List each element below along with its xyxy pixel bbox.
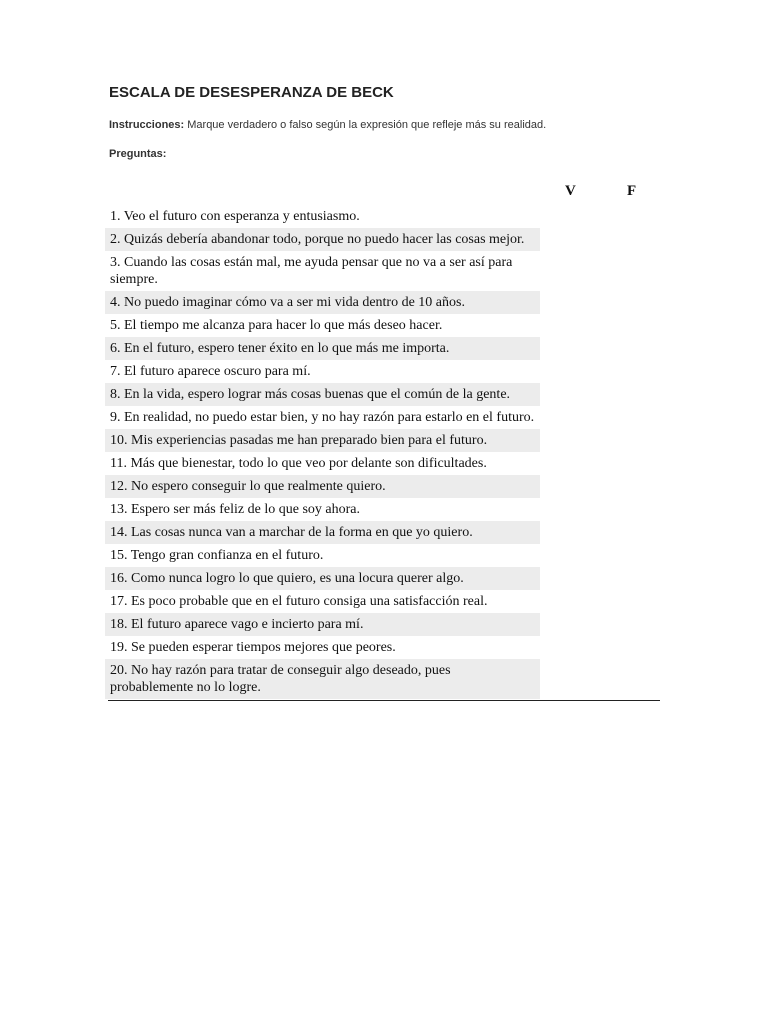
- answer-cell-v[interactable]: [540, 498, 600, 521]
- table-row: [105, 567, 660, 590]
- answer-cell-v[interactable]: [540, 452, 600, 475]
- answer-cell-f[interactable]: [600, 314, 660, 337]
- table-row: [105, 337, 660, 360]
- answer-cell-v[interactable]: [540, 360, 600, 383]
- table-row: [105, 360, 660, 383]
- table-row: [105, 314, 660, 337]
- question-text: 14. Las cosas nunca van a marchar de la forma en que yo quiero.: [105, 521, 540, 544]
- answer-cell-v[interactable]: [540, 544, 600, 567]
- answer-cell-v[interactable]: [540, 659, 600, 699]
- answer-cell-v[interactable]: [540, 205, 600, 228]
- answer-cell-f[interactable]: [600, 228, 660, 251]
- question-text: 18. El futuro aparece vago e incierto para mí.: [105, 613, 540, 636]
- table-row: [105, 498, 660, 521]
- table-row: [105, 636, 660, 659]
- answer-cell-f[interactable]: [600, 205, 660, 228]
- table-row: [105, 475, 660, 498]
- question-text: 7. El futuro aparece oscuro para mí.: [110, 364, 311, 379]
- answer-cell-v[interactable]: [540, 383, 600, 406]
- question-text: 12. No espero conseguir lo que realmente quiero.: [105, 475, 540, 498]
- answer-cell-v[interactable]: [540, 337, 600, 360]
- questions-table: [105, 205, 660, 699]
- question-text: 11. Más que bienestar, todo lo que veo por delante son dificultades.: [110, 456, 487, 471]
- answer-cell-f[interactable]: [600, 360, 660, 383]
- answer-cell-f[interactable]: [600, 544, 660, 567]
- table-bottom-border: [108, 700, 660, 701]
- column-header-f: F: [627, 183, 637, 199]
- answer-cell-f[interactable]: [600, 291, 660, 314]
- question-text: 19. Se pueden esperar tiempos mejores que peores.: [110, 640, 396, 655]
- answer-cell-v[interactable]: [540, 590, 600, 613]
- instructions-label: Instrucciones:: [109, 119, 185, 131]
- question-text: 16. Como nunca logro lo que quiero, es una locura querer algo.: [105, 567, 540, 590]
- answer-cell-v[interactable]: [540, 613, 600, 636]
- answer-cell-v[interactable]: [540, 228, 600, 251]
- question-text: 6. En el futuro, espero tener éxito en lo que más me importa.: [105, 337, 540, 360]
- answer-cell-f[interactable]: [600, 590, 660, 613]
- answer-cell-f[interactable]: [600, 659, 660, 699]
- answer-cell-f[interactable]: [600, 337, 660, 360]
- question-text: 5. El tiempo me alcanza para hacer lo que más deseo hacer.: [110, 318, 443, 333]
- instructions: [109, 119, 546, 131]
- question-text: 1. Veo el futuro con esperanza y entusiasmo.: [110, 209, 360, 224]
- answer-cell-v[interactable]: [540, 314, 600, 337]
- answer-cell-v[interactable]: [540, 429, 600, 452]
- table-row: [105, 452, 660, 475]
- table-row: [105, 228, 660, 251]
- answer-cell-f[interactable]: [600, 406, 660, 429]
- answer-cell-v[interactable]: [540, 251, 600, 291]
- question-text: 8. En la vida, espero lograr más cosas buenas que el común de la gente.: [105, 383, 540, 406]
- table-row: [105, 590, 660, 613]
- question-text: 20. No hay razón para tratar de conseguir algo deseado, pues probablemente no lo logre.: [105, 659, 540, 699]
- table-row: [105, 205, 660, 228]
- questions-heading: Preguntas:: [109, 148, 167, 160]
- question-text: 17. Es poco probable que en el futuro consiga una satisfacción real.: [110, 594, 488, 609]
- page-title: ESCALA DE DESESPERANZA DE BECK: [109, 84, 394, 101]
- answer-cell-f[interactable]: [600, 475, 660, 498]
- question-text: 15. Tengo gran confianza en el futuro.: [110, 548, 324, 563]
- answer-cell-f[interactable]: [600, 429, 660, 452]
- instructions-text: Marque verdadero o falso según la expresión que refleje más su realidad.: [184, 119, 547, 131]
- table-row: [105, 429, 660, 452]
- table-row: [105, 544, 660, 567]
- answer-cell-v[interactable]: [540, 521, 600, 544]
- table-row: [105, 251, 660, 291]
- answer-cell-f[interactable]: [600, 567, 660, 590]
- answer-cell-v[interactable]: [540, 291, 600, 314]
- answer-cell-f[interactable]: [600, 521, 660, 544]
- answer-cell-f[interactable]: [600, 636, 660, 659]
- answer-cell-v[interactable]: [540, 636, 600, 659]
- question-text: 10. Mis experiencias pasadas me han preparado bien para el futuro.: [105, 429, 540, 452]
- answer-cell-v[interactable]: [540, 567, 600, 590]
- answer-cell-f[interactable]: [600, 613, 660, 636]
- table-row: [105, 291, 660, 314]
- question-text: 3. Cuando las cosas están mal, me ayuda pensar que no va a ser así para siempre.: [110, 255, 513, 287]
- table-row: [105, 521, 660, 544]
- column-header-v: V: [565, 183, 576, 199]
- table-row: [105, 383, 660, 406]
- answer-cell-v[interactable]: [540, 475, 600, 498]
- table-row: [105, 406, 660, 429]
- answer-cell-f[interactable]: [600, 452, 660, 475]
- question-text: 9. En realidad, no puedo estar bien, y no hay razón para estarlo en el futuro.: [110, 410, 535, 425]
- question-text: 13. Espero ser más feliz de lo que soy ahora.: [110, 502, 360, 517]
- table-row: [105, 659, 660, 699]
- table-row: [105, 613, 660, 636]
- question-text: 2. Quizás debería abandonar todo, porque no puedo hacer las cosas mejor.: [105, 228, 540, 251]
- question-text: 4. No puedo imaginar cómo va a ser mi vida dentro de 10 años.: [105, 291, 540, 314]
- answer-cell-f[interactable]: [600, 498, 660, 521]
- answer-cell-f[interactable]: [600, 251, 660, 291]
- answer-cell-f[interactable]: [600, 383, 660, 406]
- answer-cell-v[interactable]: [540, 406, 600, 429]
